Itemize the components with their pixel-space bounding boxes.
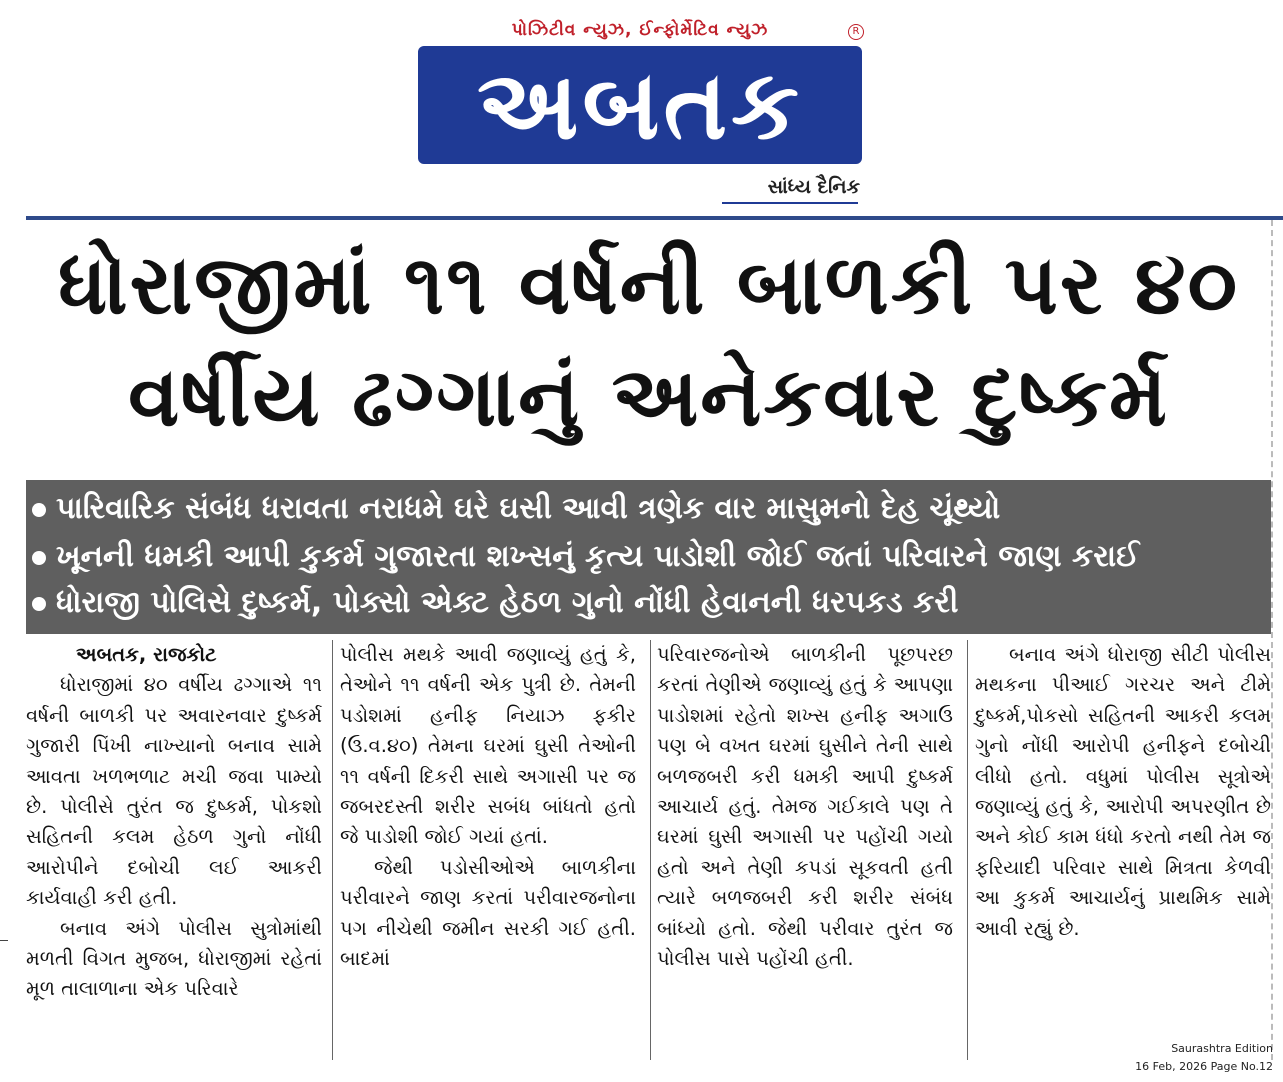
highlight-text: પારિવારિક સંબંધ ધરાવતા નરાધમે ઘરે ઘસી આવી ત્રણેક વાર માસુમનો દેહ ચૂંથ્યો — [56, 491, 1001, 526]
bullet-icon — [32, 597, 46, 611]
bullet-icon — [32, 551, 46, 565]
article-paragraph: પોલીસ મથકે આવી જણાવ્યું હતું કે, તેઓને ૧૧ વર્ષની એક પુત્રી છે. તેમની પડોશમાં હનીફ નિયાઝ ફકીર (ઉ.વ.૪૦) તેમના ઘરમાં ઘુસી તેઓની ૧૧ વર્ષની દિકરી સાથે અગાસી પર જ જબરદસ્તી શરીર સબંધ બાંધતો હતો જે પાડોશી જોઈ ગયાં હતાં. — [340, 643, 636, 849]
highlight-text: ખૂનની ધમકી આપી કુકર્મ ગુજારતા શખ્સનું કૃત્ય પાડોશી જોઈ જતાં પરિવારને જાણ કરાઈ — [56, 539, 1140, 574]
article-paragraph: જેથી પડોસીઓએ બાળકીના પરીવારને જાણ કરતાં પરીવારજનોના પગ નીચેથી જમીન સરકી ગઈ હતી. બાદમાં — [340, 855, 636, 971]
page-edge-divider — [1271, 220, 1273, 1060]
margin-tick — [0, 940, 8, 941]
article-column-4 — [975, 640, 1271, 944]
bullet-icon — [32, 503, 46, 517]
highlights-box — [26, 480, 1271, 634]
page-date-label: 16 Feb, 2026 Page No.12 — [1135, 1060, 1273, 1073]
headline-line-2: વર્ષીય ઢગ્ગાનું અનેકવાર દુષ્કર્મ — [128, 350, 1169, 445]
article-dateline: અબતક, રાજકોટ — [76, 643, 217, 666]
masthead-subtitle: સાંધ્ય દૈનિક — [767, 176, 860, 198]
edition-label: Saurashtra Edition — [1171, 1042, 1273, 1055]
headline-line-1: ધોરાજીમાં ૧૧ વર્ષની બાળકી પર ૪૦ — [57, 238, 1240, 333]
registered-mark-icon: R — [848, 24, 864, 40]
article-headline — [26, 230, 1271, 454]
article-paragraph: બનાવ અંગે ધોરાજી સીટી પોલીસ મથકના પીઆઈ ગરચર અને ટીમે દુષ્કર્મ,પોકસો સહિતની આકરી કલમ ગુનો નોંધી આરોપી હનીફને દબોચી લીધો હતો. વધુમાં પોલીસ સૂત્રોએ જણાવ્યું હતું કે, આરોપી અપરણીત છે અને કોઈ કામ ધંધો કરતો નથી તેમ જ ફરિયાદી પરિવાર સાથે મિત્રતા કેળવી આ કુકર્મ આચાર્યનું પ્રાથમિક સામે આવી રહ્યું છે. — [975, 643, 1271, 940]
masthead-tagline: પોઝિટીવ ન્યુઝ, ઈન્ફોર્મેટિવ ન્યુઝ — [511, 20, 769, 40]
article-column-3 — [657, 640, 953, 974]
header-rule — [26, 216, 1283, 220]
subtitle-underline — [722, 202, 858, 204]
highlight-item — [32, 534, 1268, 580]
highlight-item — [32, 486, 1268, 532]
article-column-2 — [340, 640, 636, 974]
masthead — [0, 0, 1283, 210]
article-paragraph: ધોરાજીમાં ૪૦ વર્ષીય ઢગ્ગાએ ૧૧ વર્ષની બાળકી પર અવારનવાર દુષ્કર્મ ગુજારી પિંખી નાખ્યાનો બનાવ સામે આવતા ખળભળાટ મચી જવા પામ્યો છે. પોલીસે તુરંત જ દુષ્કર્મ, પોકશો સહિતની કલમ હેઠળ ગુનો નોંધી આરોપીને દબોચી લઈ આકરી કાર્યવાહી કરી હતી. — [26, 673, 322, 910]
column-divider — [650, 640, 651, 1060]
newspaper-logo: અબતક — [418, 46, 862, 164]
column-divider — [332, 640, 333, 1060]
article-paragraph: બનાવ અંગે પોલીસ સુત્રોમાંથી મળતી વિગત મુજબ, ધોરાજીમાં રહેતાં મૂળ તાલાળાના એક પરિવારે — [26, 916, 322, 1001]
highlight-item — [32, 580, 1268, 626]
highlight-text: ધોરાજી પોલિસે દુષ્કર્મ, પોક્સો એક્ટ હેઠળ ગુનો નોંધી હેવાનની ધરપકડ કરી — [56, 585, 959, 620]
column-divider — [967, 640, 968, 1060]
page-footer — [1135, 1040, 1273, 1076]
article-column-1 — [26, 640, 322, 1005]
article-paragraph: પરિવારજનોએ બાળકીની પૂછપરછ કરતાં તેણીએ જણાવ્યું હતું કે આપણા પાડોશમાં રહેતો શખ્સ હનીફ અગાઉ પણ બે વખત ઘરમાં ઘુસીને તેની સાથે બળજબરી કરી ધમકી આપી દુષ્કર્મ આચાર્ય હતું. તેમજ ગઈકાલે પણ તે ઘરમાં ઘુસી અગાસી પર પહોંચી ગયો હતો અને તેણી કપડાં સૂકવતી હતી ત્યારે બળજબરી કરી શરીર સંબંધ બાંધ્યો હતો. જેથી પરીવાર તુરંત જ પોલીસ પાસે પહોંચી હતી. — [657, 643, 953, 971]
